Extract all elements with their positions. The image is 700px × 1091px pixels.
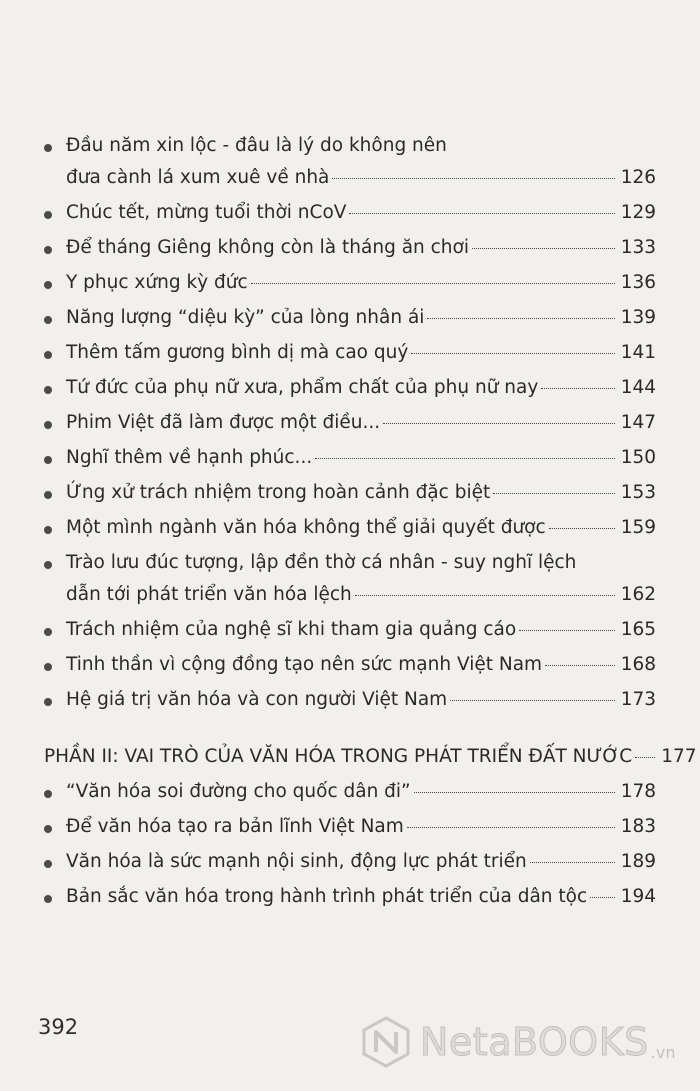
page-number: 129: [620, 202, 656, 223]
bullet-icon: [44, 790, 52, 798]
bullet-icon: [44, 526, 52, 534]
bullet-icon: [44, 281, 52, 289]
leader-dots: [545, 664, 615, 666]
entry-title: Nghĩ thêm về hạnh phúc...: [66, 447, 313, 468]
leader-dots: [472, 247, 615, 249]
section-heading: [44, 745, 697, 768]
entry-title: Trách nhiệm của nghệ sĩ khi tham gia quảng cáo: [66, 619, 517, 640]
toc-entry: [44, 446, 656, 469]
bullet-icon: [44, 860, 52, 868]
leader-dots: [383, 422, 615, 424]
toc-entry: [44, 516, 656, 539]
page-number: 133: [620, 237, 656, 258]
leader-dots: [332, 177, 614, 179]
page-number: 153: [620, 482, 656, 503]
toc-entry: [44, 653, 656, 676]
toc-entry: [44, 885, 656, 908]
toc-entry: [44, 306, 656, 329]
entry-title: Một mình ngành văn hóa không thể giải quyết được: [66, 517, 546, 538]
leader-dots: [549, 527, 615, 529]
toc-entry: [44, 376, 656, 399]
toc-entry-line: đưa cành lá xum xuê về nhà 126: [66, 167, 656, 188]
toc-entry: [44, 815, 656, 838]
bullet-icon: [44, 561, 52, 569]
toc-entry-line: Trào lưu đúc tượng, lập đền thờ cá nhân - suy nghĩ lệch: [66, 552, 577, 573]
toc-entry: [44, 688, 656, 711]
watermark: [360, 1016, 675, 1068]
page-number: 162: [620, 584, 656, 605]
toc-entry: [44, 341, 656, 364]
page-number: 189: [620, 851, 656, 872]
toc-entry: [44, 134, 656, 189]
leader-dots: [414, 791, 615, 793]
entry-title: Y phục xứng kỳ đức: [66, 272, 248, 293]
page-number: 168: [620, 654, 656, 675]
toc-entry: [44, 850, 656, 873]
leader-dots: [450, 699, 614, 701]
leader-dots: [530, 861, 615, 863]
leader-dots: [349, 212, 614, 214]
bullet-icon: [44, 421, 52, 429]
entry-title: Tứ đức của phụ nữ xưa, phẩm chất của phụ nữ nay: [66, 377, 539, 398]
toc-entry: [44, 618, 656, 641]
toc-entry-line: dẫn tới phát triển văn hóa lệch 162: [66, 584, 656, 605]
bullet-icon: [44, 698, 52, 706]
toc-entry: [44, 780, 656, 803]
toc-entry: [44, 201, 656, 224]
section-title: PHẦN II: VAI TRÒ CỦA VĂN HÓA TRONG PHÁT TRIỂN ĐẤT NƯỚC: [44, 746, 633, 767]
page-number: 126: [620, 167, 656, 188]
leader-dots: [411, 352, 614, 354]
bullet-icon: [44, 663, 52, 671]
toc-entry: [44, 551, 656, 606]
leader-dots: [251, 282, 615, 284]
page-number: 144: [620, 377, 656, 398]
bullet-icon: [44, 456, 52, 464]
watermark-suffix: .vn: [650, 1043, 676, 1062]
entry-title: Năng lượng “diệu kỳ” của lòng nhân ái: [66, 307, 425, 328]
page-number: 150: [620, 447, 656, 468]
bullet-icon: [44, 246, 52, 254]
page-folio: 392: [38, 1015, 79, 1039]
entry-title: “Văn hóa soi đường cho quốc dân đi”: [66, 781, 411, 802]
toc-entry: [44, 411, 656, 434]
page-number: 194: [620, 886, 656, 907]
page-number: 183: [620, 816, 656, 837]
page-number: 147: [620, 412, 656, 433]
page-number: 159: [620, 517, 656, 538]
leader-dots: [519, 629, 615, 631]
bullet-icon: [44, 386, 52, 394]
bullet-icon: [44, 144, 52, 152]
page-number: 173: [620, 689, 656, 710]
toc-entry: [44, 236, 656, 259]
leader-dots: [493, 492, 614, 494]
entry-title: Bản sắc văn hóa trong hành trình phát triển của dân tộc: [66, 886, 588, 907]
entry-title: Văn hóa là sức mạnh nội sinh, động lực phát triển: [66, 851, 527, 872]
bullet-icon: [44, 316, 52, 324]
bullet-icon: [44, 351, 52, 359]
bullet-icon: [44, 491, 52, 499]
bullet-icon: [44, 895, 52, 903]
toc-entry: [44, 271, 656, 294]
brand-logo-icon: [360, 1016, 412, 1068]
toc-entry-line: Đầu năm xin lộc - đâu là lý do không nên: [66, 135, 447, 156]
page-number: 136: [620, 272, 656, 293]
entry-title: Phim Việt đã làm được một điều...: [66, 412, 381, 433]
leader-dots: [635, 756, 655, 758]
entry-title: Ứng xử trách nhiệm trong hoàn cảnh đặc biệt: [66, 482, 491, 503]
toc-entry: [44, 481, 656, 504]
leader-dots: [355, 594, 615, 596]
bullet-icon: [44, 628, 52, 636]
watermark-brand: NetaBOOKS: [420, 1020, 649, 1064]
entry-title: Chúc tết, mừng tuổi thời nCoV: [66, 202, 347, 223]
page-number: 165: [620, 619, 656, 640]
entry-title: Để văn hóa tạo ra bản lĩnh Việt Nam: [66, 816, 404, 837]
entry-title: Tinh thần vì cộng đồng tạo nên sức mạnh Việt Nam: [66, 654, 543, 675]
page-number: 178: [620, 781, 656, 802]
entry-title: Thêm tấm gương bình dị mà cao quý: [66, 342, 409, 363]
bullet-icon: [44, 825, 52, 833]
leader-dots: [315, 457, 614, 459]
leader-dots: [427, 317, 614, 319]
page-number: 141: [620, 342, 656, 363]
entry-title: Hệ giá trị văn hóa và con người Việt Nam: [66, 689, 448, 710]
leader-dots: [407, 826, 615, 828]
bullet-icon: [44, 211, 52, 219]
leader-dots: [590, 896, 615, 898]
table-of-contents: [44, 134, 697, 908]
page-number: 139: [620, 307, 656, 328]
entry-title: Để tháng Giêng không còn là tháng ăn chơi: [66, 237, 469, 258]
leader-dots: [541, 387, 614, 389]
page-number: 177: [661, 746, 697, 767]
